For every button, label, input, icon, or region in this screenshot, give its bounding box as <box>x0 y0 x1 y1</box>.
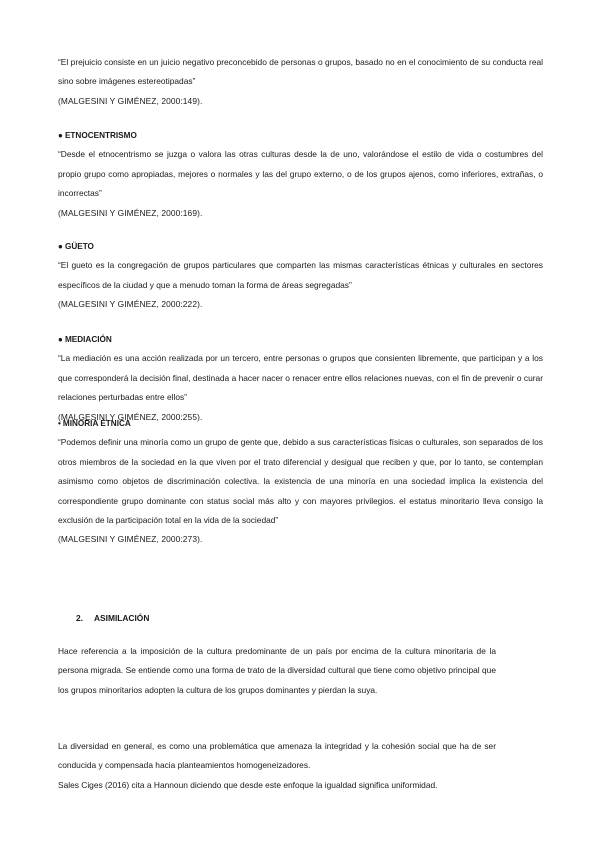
section-number: 2. <box>76 613 83 623</box>
citation: (MALGESINI Y GIMÉNEZ, 2000:222). <box>58 299 203 310</box>
bullet-icon: ● <box>58 242 63 251</box>
citation: (MALGESINI Y GIMÉNEZ, 2000:169). <box>58 207 203 218</box>
definition-heading: ● ETNOCENTRISMO <box>58 126 543 145</box>
body-paragraph: La diversidad en general, es como una problemática que amenaza la integridad y la cohesión social que ha de ser conducida y compensada hacia planteamientos homogeneizadores. Sales Ciges (2016) cita a Hannoun diciendo que desde este enfoque la igualdad significa uniformidad. <box>58 741 496 790</box>
definition-etnocentrismo <box>58 126 543 223</box>
quote-text: “El prejuicio consiste en un juicio negativo preconcebido de personas o grupos, basado no en el conocimiento de su conducta real sino sobre imágenes estereotipadas” <box>58 57 543 87</box>
body-paragraph: Hace referencia a la imposición de la cultura predominante de un país por encima de la cultura minoritaria de la persona migrada. Se entiende como una forma de trato de la diversidad cultural que tiene como objetivo principal que los grupos minoritarios adopten la cultura de los grupos dominantes y pierdan la suya. <box>58 646 496 695</box>
definition-heading: • MINORIA ÈTNICA <box>58 414 543 433</box>
quote-text: “Podemos definir una minoría como un grupo de gente que, debido a sus características físicas o culturales, son separados de los otros miembros de la sociedad en la que viven por el trato diferencial y desigual que reciben y que, por lo tanto, se contemplan asimismo como objetos de discriminación colectiva. la existencia de una minoría en una sociedad implica la existencia del correspondiente grupo dominante con status social más alto y con mayores privilegios. el estatus minoritario lleva consigo la exclusión de la participación total en la vida de la sociedad” <box>58 437 543 526</box>
definition-heading: ● GÜETO <box>58 237 543 256</box>
citation: (MALGESINI Y GIMÉNEZ, 2000:273). <box>58 534 203 545</box>
quote-text: “Desde el etnocentrismo se juzga o valora las otras culturas desde la de uno, valorándose el estilo de vida o costumbres del propio grupo como apropiadas, mejores o normales y las del grupo externo, o de los grupos ajenos, como inferiores, extrañas, o incorrectas” <box>58 149 543 199</box>
definition-prejuicio <box>58 53 543 111</box>
bullet-icon: ● <box>58 335 63 344</box>
bullet-icon: • <box>58 419 61 428</box>
definition-gueto <box>58 237 543 315</box>
definition-mediacion <box>58 330 543 427</box>
quote-text: “La mediación es una acción realizada por un tercero, entre personas o grupos que consienten libremente, que participan y a los que corresponderá la decisión final, destinada a hacer nacer o renacer entre ellos relaciones nuevas, con el fin de prevenir o curar relaciones perturbadas entre ellos” <box>58 353 543 403</box>
quote-text: “El gueto es la congregación de grupos particulares que comparten las mismas características étnicas y culturales en sectores específicos de la ciudad y que a menudo toman la forma de áreas segregadas” <box>58 260 543 290</box>
definition-heading: ● MEDIACIÓN <box>58 330 543 349</box>
citation: (MALGESINI Y GIMÉNEZ, 2000:149). <box>58 95 203 106</box>
definition-minoria-etnica <box>58 414 543 550</box>
citation: (MALGESINI Y GIMÉNEZ, 2000:255). <box>58 411 203 422</box>
section-title: ASIMILACIÓN <box>94 613 150 623</box>
bullet-icon: ● <box>58 131 63 140</box>
section-heading <box>76 609 149 628</box>
